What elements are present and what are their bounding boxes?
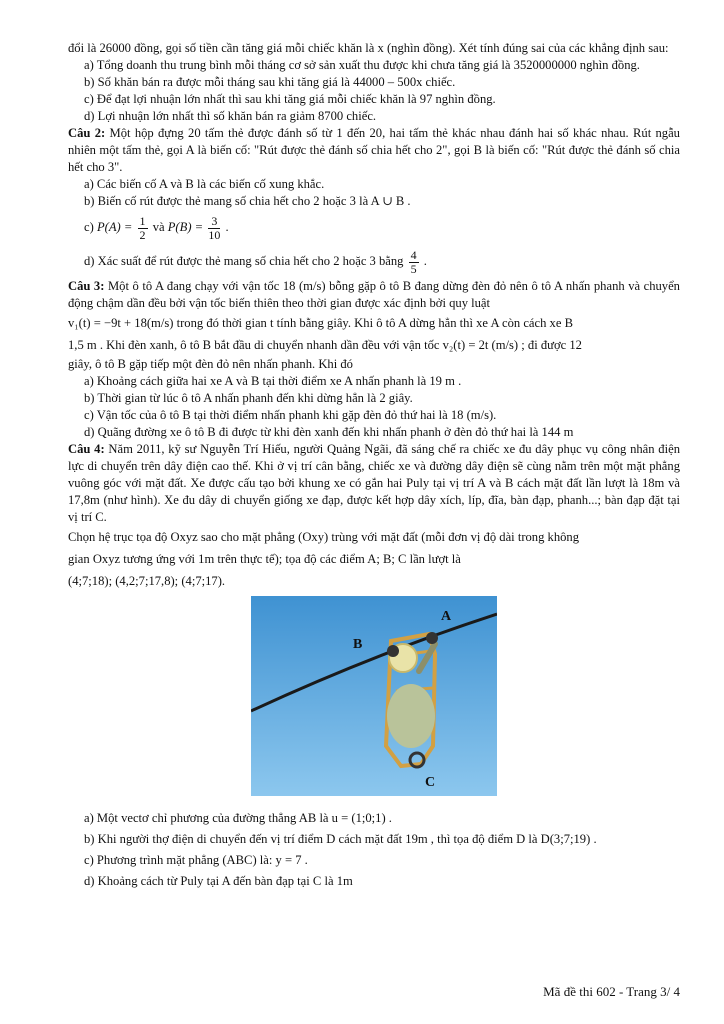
q3-option-d: d) Quãng đường xe ô tô B đi được từ khi đèn xanh đến khi nhấn phanh ở đèn đỏ thứ hai là 144 m [84, 425, 574, 439]
q2-c-pb-fraction [208, 215, 220, 242]
q2-option-b: b) Biến cố rút được thẻ mang số chia hết cho 2 hoặc 3 là A ∪ B . [84, 194, 411, 208]
question-4 [68, 441, 680, 526]
q2-option-a: a) Các biến cố A và B là các biến cố xung khắc. [84, 177, 325, 191]
q2-c-pb-den: 10 [208, 227, 221, 242]
q2-option-c [68, 210, 680, 244]
q2-c-pa: P(A) = [96, 220, 133, 234]
q3-option-b: b) Thời gian từ lúc ô tô A nhấn phanh đến khi dừng hẳn là 2 giây. [84, 391, 413, 405]
q3-option-c: c) Vận tốc của ô tô B tại thời điểm nhấn phanh khi gặp đèn đỏ thứ hai là 18 (m/s). [84, 408, 497, 422]
label-c: C [425, 775, 436, 790]
q4-option-d: d) Khoảng cách từ Puly tại A đến bàn đạp tại C là 1m [84, 874, 353, 888]
page-footer: Mã đề thi 602 - Trang 3/ 4 [543, 984, 680, 999]
q2-d-num: 4 [410, 247, 417, 262]
question-2-text: Một hộp đựng 20 tấm thẻ được đánh số từ 1 đến 20, hai tấm thẻ khác nhau đánh hai số khác nhau. Rút ngẫu nhiên một tấm thẻ, gọi A là biến cố: "Rút được thẻ đánh số chia hết cho 2", gọi B là biến cố: "Rút được thẻ đánh số chia hết cho 3". [68, 126, 680, 174]
question-2-label: Câu 2: [68, 126, 106, 140]
intro-option-d: d) Lợi nhuận lớn nhất thì số khăn bán ra giảm 8700 chiếc. [84, 109, 377, 123]
q4-option-b: b) Khi người thợ điện di chuyển đến vị trí điểm D cách mặt đất 19m , thì tọa độ điểm D là D(3;7;19) . [84, 832, 597, 846]
label-a: A [441, 609, 452, 624]
question-4-label: Câu 4: [68, 442, 105, 456]
intro-option-c: c) Để đạt lợi nhuận lớn nhất thì sau khi tăng giá mỗi chiếc khăn là 97 nghìn đồng. [84, 92, 496, 106]
question-4-p2: Chọn hệ trục tọa độ Oxyz sao cho mặt phẳng (Oxy) trùng với mặt đất (mỗi đơn vị độ dài trong không [68, 530, 580, 544]
question-2 [68, 125, 680, 176]
q2-c-pb-num: 3 [208, 215, 220, 229]
q2-c-pa-fraction [138, 215, 148, 242]
question-4-p4: (4;7;18); (4,2;7;17,8); (4;7;17). [68, 574, 226, 588]
q4-option-a: a) Một vectơ chỉ phương của đường thẳng AB là u = (1;0;1) . [84, 811, 392, 825]
q2-d-den: 5 [410, 261, 417, 276]
question-3-p1: Một ô tô A đang chạy với vận tốc 18 (m/s) bỗng gặp ô tô B đang dừng đèn đỏ nên ô tô A nhấn phanh và chuyển động chậm dần đều bởi vận tốc biến thiên theo thời gian được xác định bởi quy luật [68, 279, 680, 310]
question-3 [68, 278, 680, 312]
q3-option-a: a) Khoảng cách giữa hai xe A và B tại thời điểm xe A nhấn phanh là 19 m . [84, 374, 462, 388]
exam-page [68, 40, 680, 890]
q2-d-text: d) Xác suất để rút được thẻ mang số chia hết cho 2 hoặc 3 bằng [84, 254, 404, 268]
q2-c-label: c) [84, 220, 94, 234]
pulley-a [426, 632, 438, 644]
intro-option-a: a) Tổng doanh thu trung bình mỗi tháng cơ sở sản xuất thu được khi chưa tăng giá là 3520000000 nghìn đồng. [84, 58, 640, 72]
question-3-p3: 1,5 m . Khi đèn xanh, ô tô B bắt đầu di chuyển nhanh dần đều với vận tốc v₂(t) = 2t (m/s) ; đi được 12 [68, 338, 582, 352]
question-3-p2: v₁(t) = −9t + 18(m/s) trong đó thời gian t tính bằng giây. Khi ô tô A dừng hẳn thì xe A còn cách xe B [68, 316, 573, 330]
question-4-text: Năm 2011, kỹ sư Nguyễn Trí Hiếu, người Quảng Ngãi, đã sáng chế ra chiếc xe đu dây phục vụ công nhân điện lực di chuyển trên dây điện cao thế. Khi ở vị trí cân bằng, chiếc xe và đường dây điện sẽ cùng nằm trên một mặt phẳng vuông góc với mặt đất. Xe được cấu tạo bởi khung xe có gắn hai Puly tại vị trí A và B cách mặt đất lần lượt là 18m và 17,8m (như hình). Xe đu dây di chuyển giống xe đạp, được kết hợp dây xích, líp, đĩa, bàn đạp, phanh...; bàn đạp đặt tại vị trí C. [68, 442, 680, 524]
worker-body [387, 684, 435, 748]
q2-c-and: và [152, 220, 165, 234]
question-4-p3: gian Oxyz tương ứng với 1m trên thực tế); tọa độ các điểm A; B; C lần lượt là [68, 552, 461, 566]
q2-option-d [68, 244, 680, 278]
figure-wrapper [68, 596, 680, 802]
question-3-p4: giây, ô tô B gặp tiếp một đèn đỏ nên nhấn phanh. Khi đó [68, 357, 353, 371]
label-b: B [353, 637, 363, 652]
q2-c-pa-num: 1 [139, 213, 146, 228]
cable-car-figure [251, 596, 497, 796]
q2-c-pa-den: 2 [139, 227, 146, 242]
q4-option-c: c) Phương trình mặt phẳng (ABC) là: y = 7 . [84, 853, 308, 867]
q2-d-fraction [409, 249, 419, 276]
q2-c-end: . [225, 220, 229, 234]
q2-d-end: . [423, 254, 427, 268]
pulley-b [387, 645, 399, 657]
intro-option-b: b) Số khăn bán ra được mỗi tháng sau khi tăng giá là 44000 – 500x chiếc. [84, 75, 456, 89]
q2-c-pb: P(B) = [167, 220, 204, 234]
question-3-label: Câu 3: [68, 279, 105, 293]
intro-text: đổi là 26000 đồng, gọi số tiền cần tăng giá mỗi chiếc khăn là x (nghìn đồng). Xét tính đúng sai của các khẳng định sau: [68, 41, 669, 55]
